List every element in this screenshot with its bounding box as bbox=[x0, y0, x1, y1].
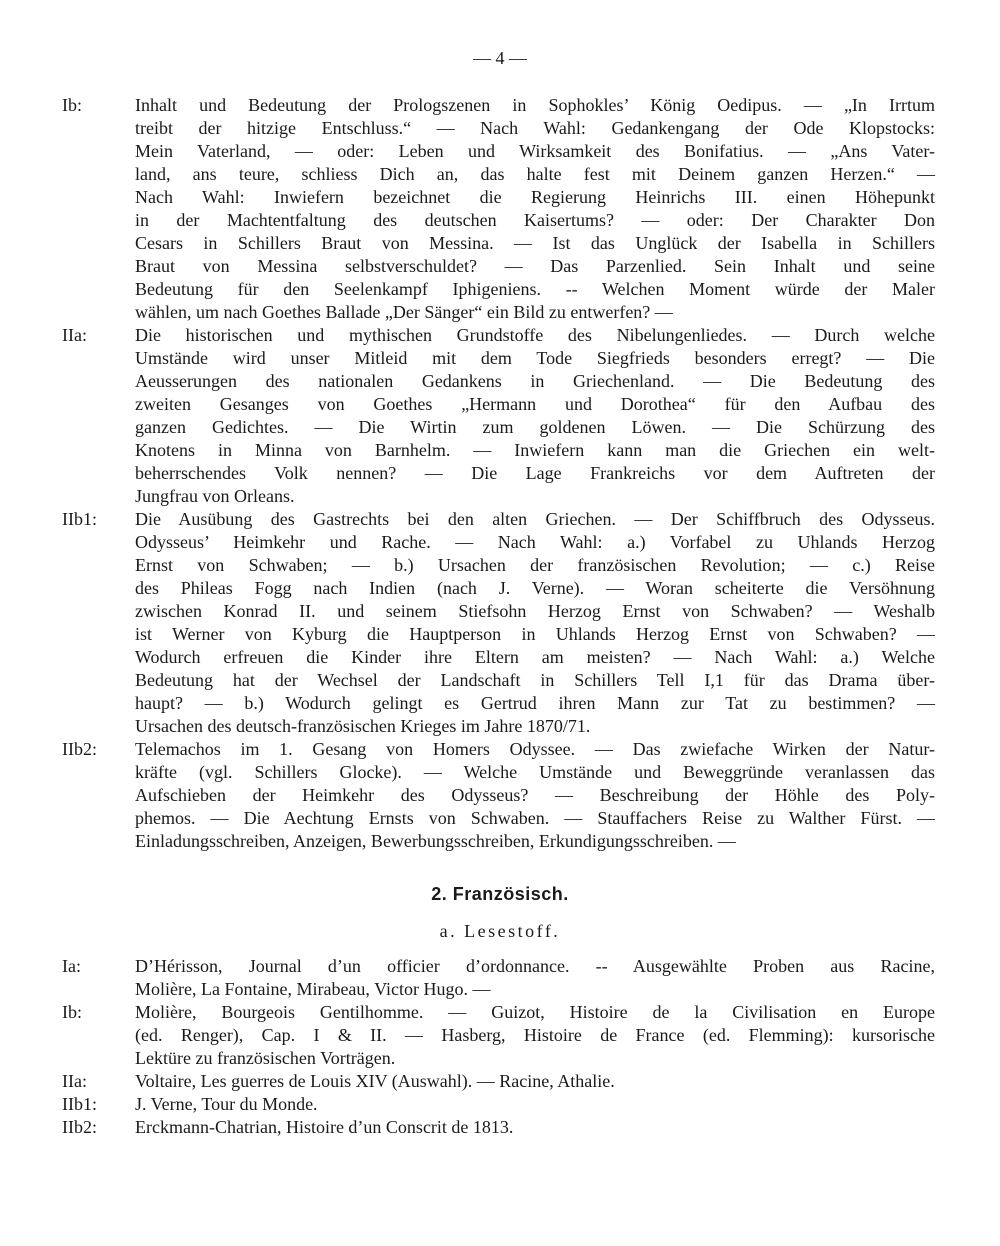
text-line: J. Verne, Tour du Monde. bbox=[135, 1094, 318, 1114]
class-entry bbox=[62, 738, 935, 853]
text-line: Aeusserungen des nationalen Gedankens in Griechenland. — Die Bedeutung des bbox=[135, 371, 935, 391]
text-line: Jungfrau von Orleans. bbox=[135, 486, 295, 506]
text-line: in der Machtentfaltung des deutschen Kaisertums? — oder: Der Charakter Don bbox=[135, 210, 935, 230]
text-line: D’Hérisson, Journal d’un officier d’ordonnance. -- Ausgewählte Proben aus Racine, bbox=[135, 956, 935, 976]
text-line: Die historischen und mythischen Grundstoffe des Nibelungenliedes. — Durch welche bbox=[135, 325, 935, 345]
text-line: des Phileas Fogg nach Indien (nach J. Verne). — Woran scheiterte die Versöhnung bbox=[135, 578, 935, 598]
text-line: Aufschieben der Heimkehr des Odysseus? — Beschreibung der Höhle des Poly- bbox=[135, 785, 935, 805]
class-label: IIa: bbox=[62, 1071, 87, 1091]
class-label: Ib: bbox=[62, 95, 82, 115]
text-line: land, ans teure, schliess Dich an, das halte fest mit Deinem ganzen Herzen.“ — bbox=[135, 164, 935, 184]
class-entry bbox=[62, 955, 935, 1001]
text-line: Odysseus’ Heimkehr und Rache. — Nach Wahl: a.) Vorfabel zu Uhlands Herzog bbox=[135, 532, 935, 552]
text-line: Einladungsschreiben, Anzeigen, Bewerbungsschreiben, Erkundigungsschreiben. — bbox=[135, 831, 736, 851]
text-line: Molière, Bourgeois Gentilhomme. — Guizot, Histoire de la Civilisation en Europe bbox=[135, 1002, 935, 1022]
class-label: IIb1: bbox=[62, 509, 97, 529]
text-line: ist Werner von Kyburg die Hauptperson in Uhlands Herzog Ernst von Schwaben? — bbox=[135, 624, 935, 644]
text-line: wählen, um nach Goethes Ballade „Der Sänger“ ein Bild zu entwerfen? — bbox=[135, 302, 673, 322]
text-line: phemos. — Die Aechtung Ernsts von Schwaben. — Stauffachers Reise zu Walther Fürst. — bbox=[135, 808, 935, 828]
text-line: Nach Wahl: Inwiefern bezeichnet die Regierung Heinrichs III. einen Höhepunkt bbox=[135, 187, 935, 207]
text-line: treibt der hitzige Entschluss.“ — Nach Wahl: Gedankengang der Ode Klopstocks: bbox=[135, 118, 935, 138]
class-label: IIb2: bbox=[62, 739, 97, 759]
text-line: Ursachen des deutsch-französischen Krieges im Jahre 1870/71. bbox=[135, 716, 591, 736]
class-label: IIb2: bbox=[62, 1117, 97, 1137]
class-label: Ia: bbox=[62, 956, 81, 976]
text-line: Braut von Messina selbstverschuldet? — Das Parzenlied. Sein Inhalt und seine bbox=[135, 256, 935, 276]
class-label: IIb1: bbox=[62, 1094, 97, 1114]
class-entry bbox=[62, 1070, 935, 1093]
text-line: Molière, La Fontaine, Mirabeau, Victor Hugo. — bbox=[135, 979, 491, 999]
class-entry bbox=[62, 1093, 935, 1116]
subheading-reading-material: a. Lesestoff. bbox=[439, 921, 561, 941]
text-line: Cesars in Schillers Braut von Messina. — Ist das Unglück der Isabella in Schillers bbox=[135, 233, 935, 253]
text-line: beherrschendes Volk nennen? — Die Lage Frankreichs vor dem Auftreten der bbox=[135, 463, 935, 483]
text-line: (ed. Renger), Cap. I & II. — Hasberg, Histoire de France (ed. Flemming): kursorische bbox=[135, 1025, 935, 1045]
text-line: Bedeutung hat der Wechsel der Landschaft in Schillers Tell I,1 für das Drama über- bbox=[135, 670, 935, 690]
text-line: Wodurch erfreuen die Kinder ihre Eltern am meisten? — Nach Wahl: a.) Welche bbox=[135, 647, 935, 667]
text-line: Voltaire, Les guerres de Louis XIV (Auswahl). — Racine, Athalie. bbox=[135, 1071, 615, 1091]
class-entry bbox=[62, 1116, 935, 1139]
french-reading-section bbox=[62, 955, 935, 1139]
class-entry bbox=[62, 508, 935, 738]
text-line: Erckmann-Chatrian, Histoire d’un Conscrit de 1813. bbox=[135, 1117, 514, 1137]
class-entry bbox=[62, 1001, 935, 1070]
class-entry bbox=[62, 324, 935, 508]
text-line: Umstände wird unser Mitleid mit dem Tode Siegfrieds besonders erregt? — Die bbox=[135, 348, 935, 368]
text-line: zweiten Gesanges von Goethes „Hermann und Dorothea“ für den Aufbau des bbox=[135, 394, 935, 414]
text-line: kräfte (vgl. Schillers Glocke). — Welche Umstände und Beweggründe veranlassen das bbox=[135, 762, 935, 782]
class-entry bbox=[62, 94, 935, 324]
text-line: zwischen Konrad II. und seinem Stiefsohn Herzog Ernst von Schwaben? — Weshalb bbox=[135, 601, 935, 621]
text-line: Lektüre zu französischen Vorträgen. bbox=[135, 1048, 396, 1068]
class-label: IIa: bbox=[62, 325, 87, 345]
text-line: Inhalt und Bedeutung der Prologszenen in Sophokles’ König Oedipus. — „In Irrtum bbox=[135, 95, 935, 115]
class-label: Ib: bbox=[62, 1002, 82, 1022]
german-topics-section bbox=[62, 94, 935, 853]
section-heading-french: 2. Französisch. bbox=[431, 884, 569, 904]
text-line: Bedeutung für den Seelenkampf Iphigeniens. -- Welchen Moment würde der Maler bbox=[135, 279, 935, 299]
page-number: — 4 — bbox=[473, 48, 527, 68]
text-line: Knotens in Minna von Barnhelm. — Inwiefern kann man die Griechen ein welt- bbox=[135, 440, 935, 460]
text-line: Ernst von Schwaben; — b.) Ursachen der französischen Revolution; — c.) Reise bbox=[135, 555, 935, 575]
text-line: haupt? — b.) Wodurch gelingt es Gertrud ihren Mann zur Tat zu bestimmen? — bbox=[135, 693, 935, 713]
text-line: ganzen Gedichtes. — Die Wirtin zum goldenen Löwen. — Die Schürzung des bbox=[135, 417, 935, 437]
text-line: Die Ausübung des Gastrechts bei den alten Griechen. — Der Schiffbruch des Odysseus. bbox=[135, 509, 935, 529]
text-line: Mein Vaterland, — oder: Leben und Wirksamkeit des Bonifatius. — „Ans Vater- bbox=[135, 141, 935, 161]
text-line: Telemachos im 1. Gesang von Homers Odyssee. — Das zwiefache Wirken der Natur- bbox=[135, 739, 935, 759]
